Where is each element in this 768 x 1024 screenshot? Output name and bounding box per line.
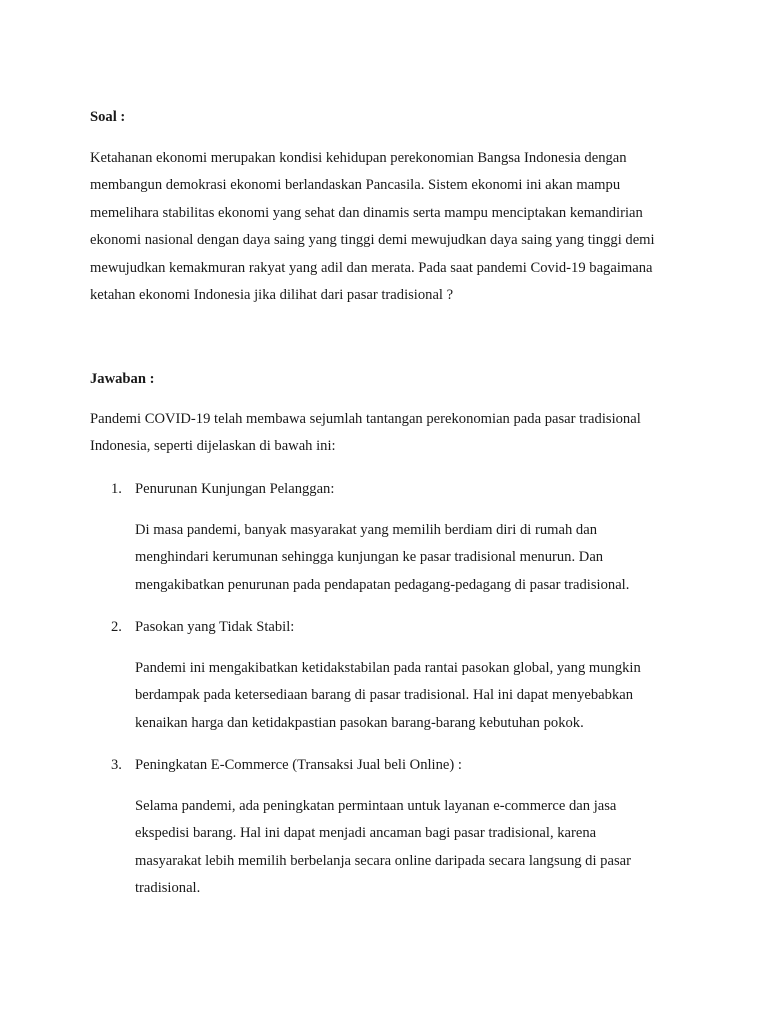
list-item-line: Selama pandemi, ada peningkatan permintaan untuk layanan e-commerce dan jasa — [135, 798, 617, 814]
list-item-number: 1. — [111, 481, 122, 497]
soal-line: memelihara stabilitas ekonomi yang sehat dan dinamis serta mampu menciptakan kemandirian — [90, 204, 643, 221]
list-item-title: Penurunan Kunjungan Pelanggan: — [135, 481, 335, 497]
list-item-line: tradisional. — [135, 880, 201, 897]
list-item-body — [135, 655, 695, 737]
list-item-title: Peningkatan E-Commerce (Transaksi Jual beli Online) : — [135, 757, 462, 773]
list-item-line: menghindari kerumunan sehingga kunjungan ke pasar tradisional menurun. Dan — [135, 549, 604, 566]
list-item-line: Pandemi ini mengakibatkan ketidakstabilan pada rantai pasokan global, yang mungkin — [135, 660, 641, 676]
jawaban-heading: Jawaban : — [90, 371, 155, 387]
list-item-line: berdampak pada ketersediaan barang di pasar tradisional. Hal ini dapat menyebabkan — [135, 687, 634, 704]
soal-line: ekonomi nasional dengan daya saing yang tinggi demi mewujudkan daya saing yang tinggi demi — [90, 232, 655, 249]
list-item-line: mengakibatkan penurunan pada pendapatan pedagang-pedagang di pasar tradisional. — [135, 576, 630, 593]
list-item-line: Di masa pandemi, banyak masyarakat yang memilih berdiam diri di rumah dan — [135, 522, 597, 538]
soal-line: ketahan ekonomi Indonesia jika dilihat dari pasar tradisional ? — [90, 287, 454, 304]
list-item-line: kenaikan harga dan ketidakpastian pasokan barang-barang kebutuhan pokok. — [135, 714, 584, 731]
jawaban-intro-line: Pandemi COVID-19 telah membawa sejumlah tantangan perekonomian pada pasar tradisional — [90, 411, 641, 427]
soal-paragraph — [90, 145, 690, 309]
list-item-number: 2. — [111, 619, 122, 635]
list-item-body — [135, 517, 695, 599]
soal-heading: Soal : — [90, 109, 126, 125]
list-item-number: 3. — [111, 757, 122, 773]
jawaban-intro — [90, 406, 690, 461]
soal-line: membangun demokrasi ekonomi berlandaskan Pancasila. Sistem ekonomi ini akan mampu — [90, 177, 621, 194]
list-item-title: Pasokan yang Tidak Stabil: — [135, 619, 295, 635]
list-item-line: masyarakat lebih memilih berbelanja secara online daripada secara langsung di pasar — [135, 852, 631, 869]
jawaban-intro-line: Indonesia, seperti dijelaskan di bawah ini: — [90, 438, 336, 455]
soal-line: mewujudkan kemakmuran rakyat yang adil dan merata. Pada saat pandemi Covid-19 bagaimana — [90, 259, 653, 276]
list-item-line: ekspedisi barang. Hal ini dapat menjadi ancaman bagi pasar tradisional, karena — [135, 825, 597, 842]
soal-line: Ketahanan ekonomi merupakan kondisi kehidupan perekonomian Bangsa Indonesia dengan — [90, 150, 627, 166]
list-item-body — [135, 793, 695, 903]
